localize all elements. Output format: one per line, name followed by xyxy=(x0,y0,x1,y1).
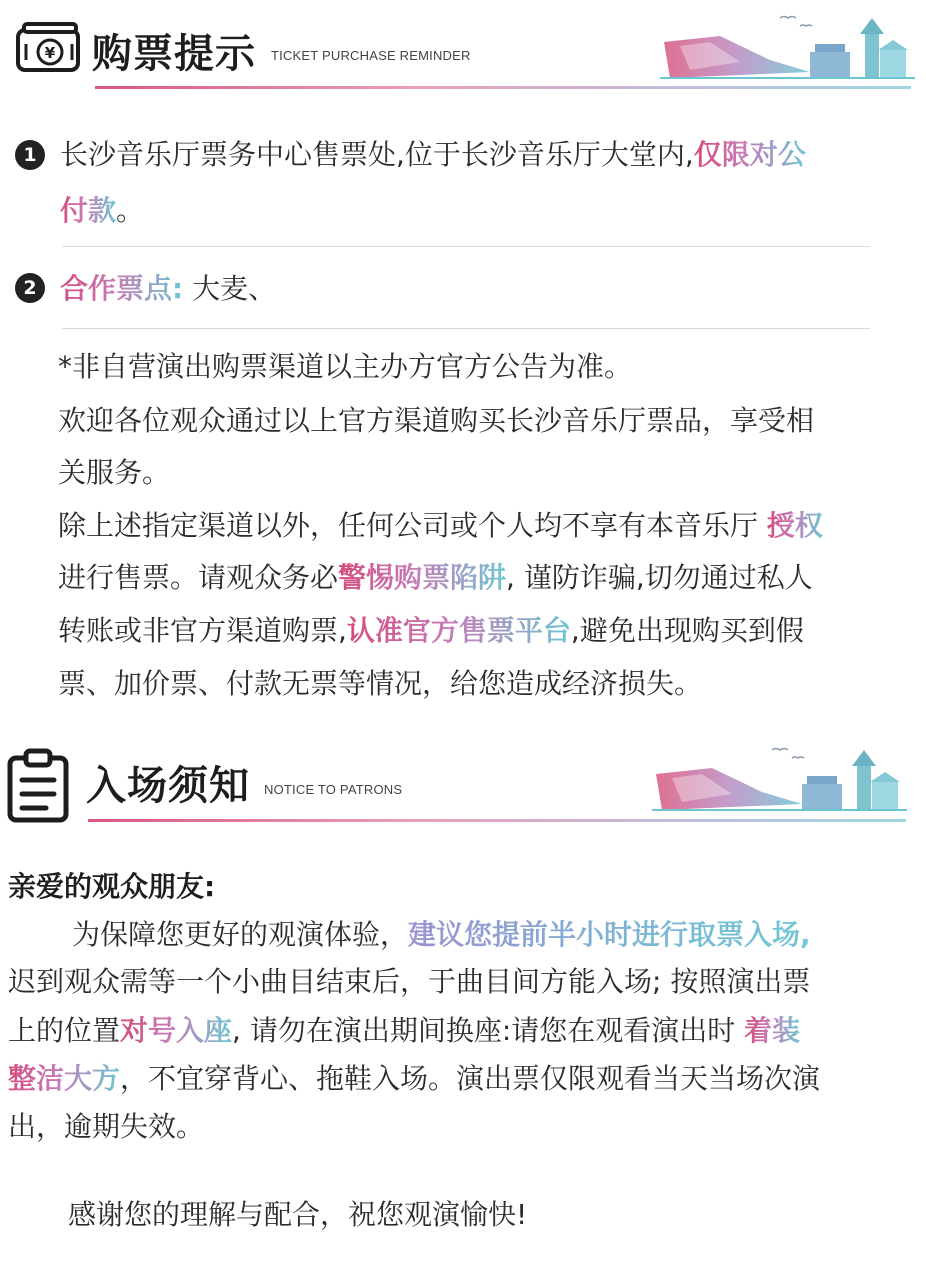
entry-para-line-4 xyxy=(8,1052,820,1106)
purchase-subtitle: TICKET PURCHASE REMINDER xyxy=(271,48,471,63)
entry-para-line-3-text-a: 上的位置 xyxy=(8,1014,121,1047)
warning-line-2-text-b: , 谨防诈骗,切勿通过私人 xyxy=(506,561,813,594)
city-skyline-illustration xyxy=(660,12,915,92)
entry-para-line-3-highlight-2: 着装 xyxy=(744,1014,801,1047)
entry-para-line-1-highlight: 建议您提前半小时进行取票入场, xyxy=(408,918,811,951)
warning-line-1-text: 除上述指定渠道以外，任何公司或个人均不享有本音乐厅 xyxy=(58,509,759,542)
warning-line-1 xyxy=(58,499,823,553)
item2-text: 大麦、 xyxy=(183,272,277,305)
thanks-line: 感谢您的理解与配合，祝您观演愉快! xyxy=(68,1198,528,1231)
entry-para-line-3-highlight-1: 对号入座 xyxy=(120,1014,233,1047)
purchase-title: 购票提示 xyxy=(92,31,256,77)
ticket-yen-icon xyxy=(14,22,82,82)
purchase-header xyxy=(0,0,926,100)
warning-line-2-highlight: 警惕购票陷阱 xyxy=(338,561,507,594)
svg-text:¥: ¥ xyxy=(44,44,56,62)
warning-line-2-text-a: 进行售票。请观众务必 xyxy=(58,561,339,594)
entry-subtitle: NOTICE TO PATRONS xyxy=(264,782,403,797)
warning-line-3-text-b: ,避免出现购买到假 xyxy=(570,614,804,647)
entry-para-line-4-text: ，不宜穿背心、拖鞋入场。演出票仅限观看当天当场次演 xyxy=(120,1062,821,1095)
divider-1 xyxy=(62,246,870,247)
city-skyline-illustration xyxy=(652,744,907,824)
item1-line1 xyxy=(60,128,806,182)
entry-header xyxy=(0,740,926,840)
greeting: 亲爱的观众朋友: xyxy=(8,870,216,903)
item-number-1: 1 xyxy=(15,140,45,170)
item1-line2-text: 。 xyxy=(116,194,145,227)
item-number-2: 2 xyxy=(15,273,45,303)
item1-line2 xyxy=(60,184,144,238)
item1-line1-highlight: 仅限对公 xyxy=(693,138,806,171)
entry-title: 入场须知 xyxy=(86,763,250,809)
item2-highlight: 合作票点: xyxy=(60,272,184,305)
warning-line-1-highlight: 授权 xyxy=(766,509,823,542)
channel-note: *非自营演出购票渠道以主办方官方公告为准。 xyxy=(58,350,633,383)
warning-line-4: 票、加价票、付款无票等情况，给您造成经济损失。 xyxy=(58,667,703,700)
entry-para-line-4-highlight: 整洁大方 xyxy=(8,1062,121,1095)
warning-line-3-text-a: 转账或非官方渠道购票, xyxy=(58,614,347,647)
clipboard-icon xyxy=(6,748,70,828)
warning-line-2 xyxy=(58,551,813,605)
divider-2 xyxy=(62,328,870,329)
entry-para-line-2: 迟到观众需等一个小曲目结束后，于曲目间方能入场; 按照演出票 xyxy=(8,965,811,998)
item1-line2-highlight: 付款 xyxy=(60,194,117,227)
entry-para-line-5: 出，逾期失效。 xyxy=(8,1110,205,1143)
entry-para-line-3-text-b: , 请勿在演出期间换座:请您在观看演出时 xyxy=(232,1014,745,1047)
welcome-line-1: 欢迎各位观众通过以上官方渠道购买长沙音乐厅票品，享受相 xyxy=(58,404,815,437)
entry-para-line-3 xyxy=(8,1004,800,1058)
item1-line1-text: 长沙音乐厅票务中心售票处,位于长沙音乐厅大堂内, xyxy=(60,138,694,171)
entry-para-line-1-text: 为保障您更好的观演体验， xyxy=(72,918,409,951)
welcome-line-2: 关服务。 xyxy=(58,456,171,489)
warning-line-3 xyxy=(58,604,804,658)
entry-para-line-1 xyxy=(72,908,811,962)
item2-line xyxy=(60,262,276,316)
warning-line-3-highlight: 认准官方售票平台 xyxy=(346,614,571,647)
